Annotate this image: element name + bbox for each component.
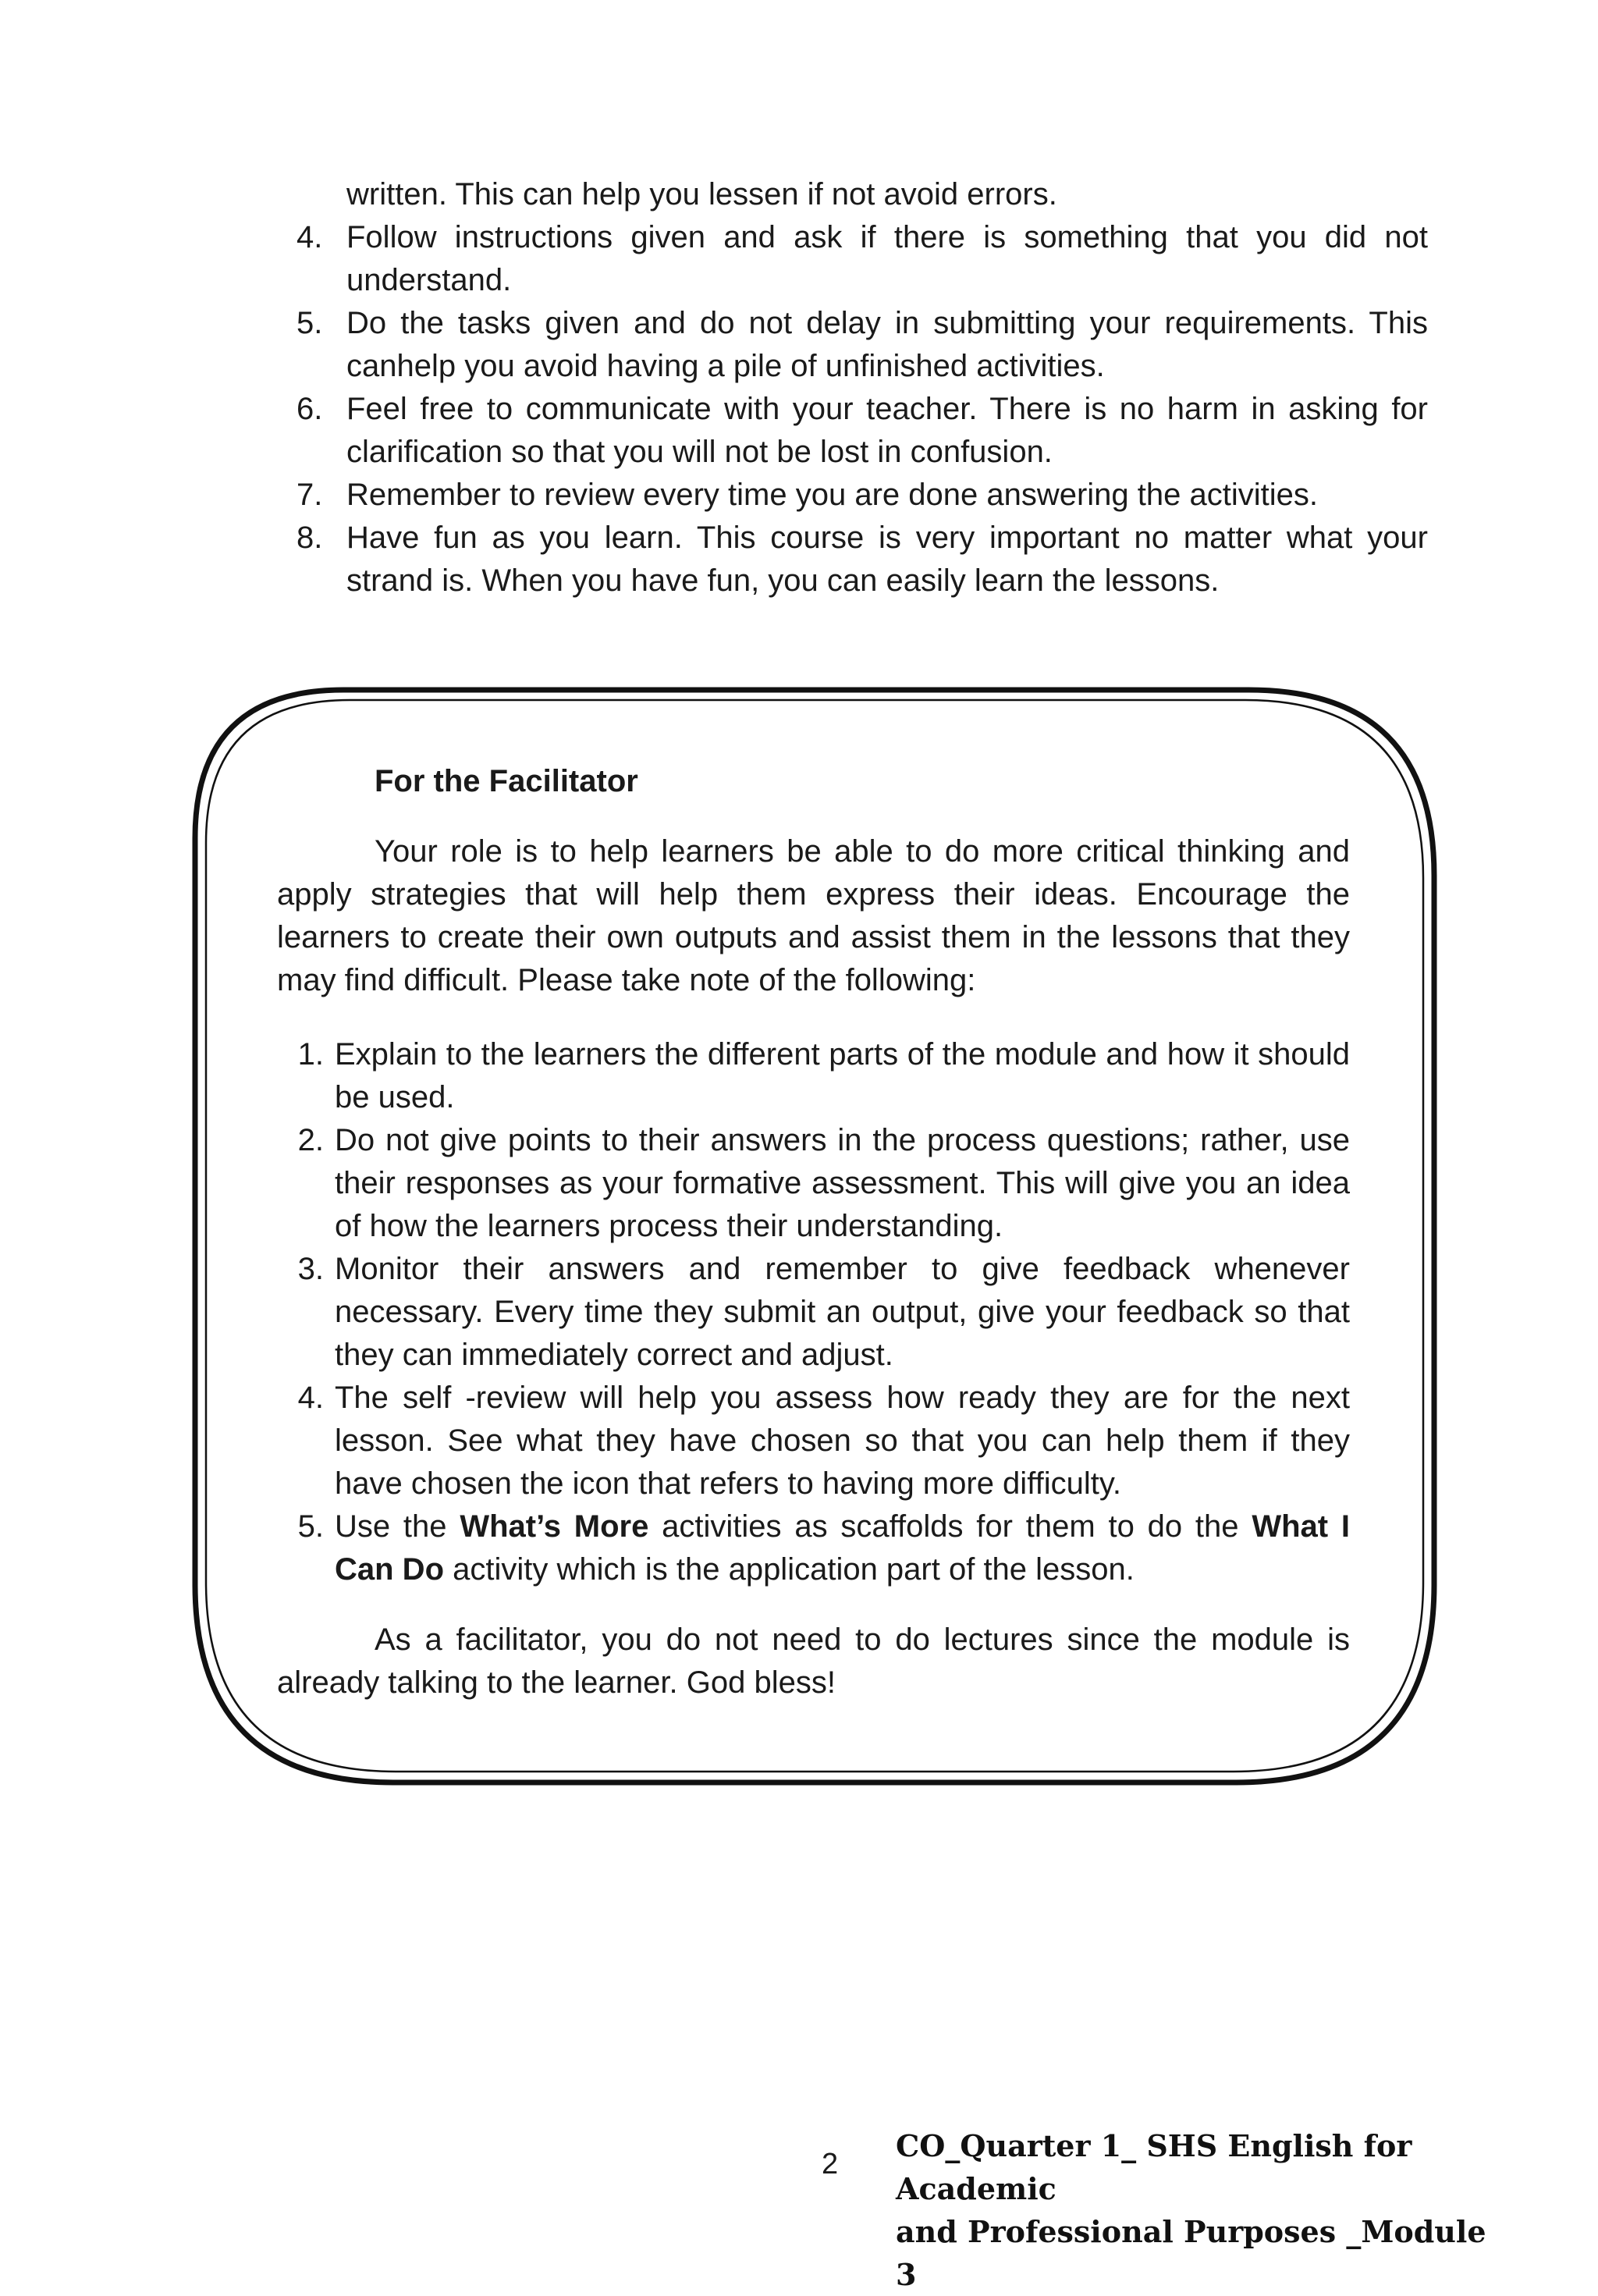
page-number: 2 (822, 2148, 839, 2180)
list-item (277, 1119, 1350, 1248)
section-heading: For the Facilitator (375, 764, 638, 798)
list-item-number: 4. (297, 220, 323, 254)
bold-term: What’s More (460, 1509, 649, 1544)
bold-term: What I Can Do (335, 1509, 1351, 1587)
text-run: activity which is the application part of the lesson. (444, 1552, 1135, 1587)
list-item-number: 1. (297, 1037, 324, 1072)
footer-line: CO_Quarter 1_ SHS English for Academic (896, 2128, 1412, 2206)
list-item-text: The self -review will help you assess how ready they are for the next lesson. See what they have chosen so that you can help them if they have chosen the icon that refers to having more difficulty. (335, 1381, 1350, 1501)
list-item (277, 1505, 1350, 1591)
text-run: activities as scaffolds for them to do the (648, 1509, 1252, 1544)
list-item (277, 1377, 1350, 1505)
list-item (277, 1033, 1350, 1119)
list-item-continuation: written. This can help you lessen if not avoid errors. (346, 177, 1057, 211)
footer-line: and Professional Purposes _Module 3 (896, 2214, 1486, 2292)
list-item-text: Follow instructions given and ask if there is something that you did not understand. (346, 220, 1428, 297)
footer-module-title (896, 2124, 1504, 2296)
list-item-text: Do the tasks given and do not delay in submitting your requirements. This canhelp you avoid having a pile of unfinished activities. (346, 306, 1428, 383)
list-item-number: 3. (297, 1252, 324, 1286)
facilitator-list (277, 1033, 1350, 1591)
list-item-number: 2. (297, 1123, 324, 1157)
facilitator-section (277, 760, 1350, 1704)
list-item-text: Do not give points to their answers in the process questions; rather, use their responses as your formative assessment. This will give you an idea of how the learners process their understanding. (335, 1123, 1350, 1243)
list-item (277, 1248, 1350, 1377)
intro-paragraph: Your role is to help learners be able to do more critical thinking and apply strategies that will help them express their ideas. Encourage the learners to create their own outputs and assist them in the lessons that they may find difficult. Please take note of the following: (277, 834, 1350, 997)
list-item-number: 5. (297, 306, 323, 340)
list-item-text: Remember to review every time you are done answering the activities. (346, 478, 1318, 512)
list-item-number: 4. (297, 1381, 324, 1415)
list-item-text: Explain to the learners the different parts of the module and how it should be used. (335, 1037, 1350, 1114)
list-item-number: 8. (297, 521, 323, 555)
list-item-text: Feel free to communicate with your teacher. There is no harm in asking for clarification so that you will not be lost in confusion. (346, 392, 1428, 469)
text-run: Use the (335, 1509, 460, 1544)
list-item-text: Have fun as you learn. This course is very important no matter what your strand is. When you have fun, you can easily learn the lessons. (346, 521, 1428, 598)
list-item-number: 6. (297, 392, 323, 426)
list-item-number: 5. (297, 1509, 324, 1544)
list-item-text: Monitor their answers and remember to give feedback whenever necessary. Every time they submit an output, give your feedback so that they can immediately correct and adjust. (335, 1252, 1350, 1372)
closing-paragraph: As a facilitator, you do not need to do lectures since the module is already talking to the learner. God bless! (277, 1622, 1350, 1700)
list-item-number: 7. (297, 478, 323, 512)
list-item-text (335, 1505, 1350, 1591)
